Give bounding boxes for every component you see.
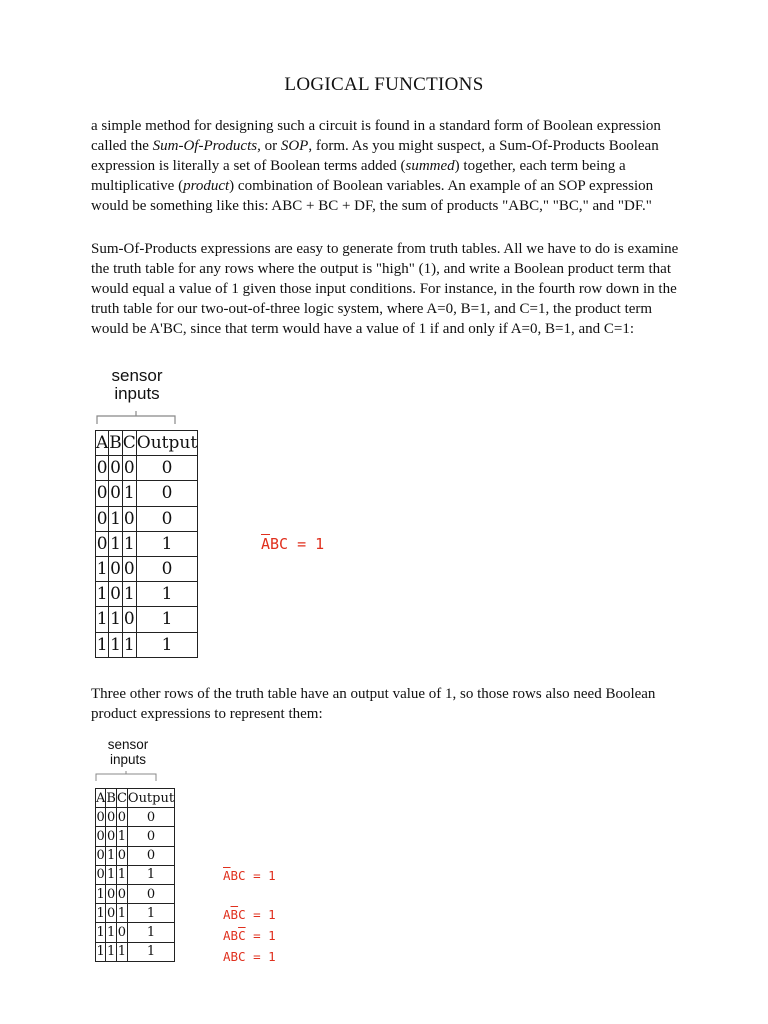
table-row	[96, 884, 175, 903]
table-cell-output: 0	[136, 481, 197, 506]
table-cell-c: 1	[116, 942, 127, 961]
table-cell-b: 1	[106, 846, 117, 865]
emphasized-term: product	[183, 178, 230, 194]
table-cell-a: 1	[96, 904, 106, 923]
table-cell-b: 1	[109, 506, 123, 531]
table-cell-output: 1	[136, 582, 197, 607]
table-cell-b: 0	[109, 582, 123, 607]
negated-variable: $\overline{A}$	[223, 868, 231, 883]
emphasized-term: Sum-Of-Products	[152, 138, 258, 154]
table-cell-output: 1	[127, 865, 174, 884]
table-cell-c: 1	[116, 827, 127, 846]
table-cell-a: 1	[96, 582, 109, 607]
table-cell-c: 0	[122, 556, 136, 581]
table-cell-c: 0	[116, 923, 127, 942]
table-cell-b: 1	[106, 865, 117, 884]
text-run: ) together, each term being a multiplicative (	[91, 158, 626, 194]
column-header-b: B	[109, 431, 123, 456]
equation-text: BC = 1	[230, 868, 276, 883]
sensor-label-line2: inputs	[109, 751, 147, 767]
table-cell-output: 0	[127, 808, 174, 827]
text-run: , form. As you might suspect, a Sum-Of-Products Boolean expression is literally a set of Boolean terms added (	[91, 138, 659, 174]
table-row	[96, 942, 175, 961]
table-cell-a: 0	[96, 808, 106, 827]
table-cell-c: 1	[122, 481, 136, 506]
table-row	[96, 607, 198, 632]
table-cell-b: 1	[109, 531, 123, 556]
text-run: ) combination of Boolean variables. An example of an SOP expression would be something like this: ABC + BC + DF, the sum of products "ABC," "BC," and "DF."	[91, 178, 654, 214]
paragraph-sop-intro	[91, 116, 691, 216]
text-run: a simple method for designing such a circuit is found in a standard form of Boolean expression called the	[91, 118, 661, 154]
table-cell-output: 0	[127, 846, 174, 865]
column-header-a: A	[96, 789, 106, 808]
table-cell-b: 1	[106, 942, 117, 961]
truth-table	[95, 430, 198, 658]
paragraph-truth-table-method: Sum-Of-Products expressions are easy to generate from truth tables. All we have to do is examine the truth table for any rows where the output is "high" (1), and write a Boolean product term that would equal a value of 1 given those input conditions. For instance, in the fourth row down in the truth table for our two-out-of-three logic system, where A=0, B=1, and C=1, the product term would be A'BC, since that term would have a value of 1 if and only if A=0, B=1, and C=1:	[91, 241, 679, 337]
table-cell-a: 0	[96, 456, 109, 481]
equation-text: ABC = 1	[223, 949, 276, 964]
emphasized-term: summed	[405, 158, 455, 174]
product-term-row6	[223, 907, 276, 922]
table-row	[96, 556, 198, 581]
table-cell-b: 0	[109, 556, 123, 581]
sensor-label-line2: inputs	[114, 384, 160, 404]
equation-text: A	[223, 907, 231, 922]
table-cell-output: 1	[127, 904, 174, 923]
negated-variable: $\overline{B}$	[230, 907, 239, 922]
table-row	[96, 531, 198, 556]
table-cell-c: 1	[122, 632, 136, 657]
table-cell-b: 1	[109, 632, 123, 657]
table-header-row	[96, 431, 198, 456]
table-row	[96, 456, 198, 481]
table-cell-a: 0	[96, 846, 106, 865]
sensor-label-line1: sensor	[107, 737, 149, 752]
table-cell-c: 1	[122, 531, 136, 556]
sensor-label-line1: sensor	[111, 366, 163, 385]
table-cell-output: 0	[127, 884, 174, 903]
emphasized-term: SOP	[280, 138, 309, 154]
table-cell-a: 1	[96, 607, 109, 632]
negated-variable: $\overline{C}$	[238, 928, 246, 943]
table-header-row	[96, 789, 175, 808]
product-term-row4	[261, 535, 324, 553]
equation-text: BC = 1	[270, 535, 325, 553]
table-cell-a: 0	[96, 506, 109, 531]
sensor-bracket	[96, 410, 178, 426]
equation-text: C = 1	[238, 907, 276, 922]
table-cell-output: 1	[127, 942, 174, 961]
table-cell-b: 0	[106, 884, 117, 903]
table-row	[96, 506, 198, 531]
product-term-row8	[223, 949, 276, 964]
column-header-b: B	[106, 789, 117, 808]
table-row	[96, 808, 175, 827]
table-cell-a: 0	[96, 827, 106, 846]
sensor-bracket	[95, 770, 159, 782]
table-cell-output: 0	[127, 827, 174, 846]
sensor-inputs-label	[97, 738, 159, 767]
table-cell-a: 1	[96, 556, 109, 581]
table-row	[96, 865, 175, 884]
table-cell-b: 0	[106, 827, 117, 846]
table-cell-a: 1	[96, 942, 106, 961]
table-cell-a: 0	[96, 481, 109, 506]
table-cell-c: 0	[116, 846, 127, 865]
text-run: , or	[257, 138, 281, 154]
table-cell-output: 1	[136, 607, 197, 632]
table-cell-b: 1	[109, 607, 123, 632]
table-cell-output: 0	[136, 556, 197, 581]
truth-table	[95, 788, 175, 962]
table-cell-c: 0	[116, 808, 127, 827]
table-row	[96, 904, 175, 923]
table-cell-output: 0	[136, 456, 197, 481]
table-cell-output: 0	[136, 506, 197, 531]
table-cell-a: 1	[96, 884, 106, 903]
table-cell-c: 0	[122, 506, 136, 531]
table-cell-b: 0	[106, 808, 117, 827]
column-header-output: Output	[127, 789, 174, 808]
table-cell-a: 1	[96, 923, 106, 942]
sensor-inputs-label	[94, 367, 180, 404]
product-term-row7	[223, 928, 276, 943]
table-cell-output: 1	[136, 531, 197, 556]
table-cell-output: 1	[136, 632, 197, 657]
column-header-output: Output	[136, 431, 197, 456]
table-cell-a: 1	[96, 632, 109, 657]
table-cell-b: 0	[106, 904, 117, 923]
table-cell-c: 1	[122, 582, 136, 607]
truth-table-body	[96, 789, 175, 962]
table-cell-b: 1	[106, 923, 117, 942]
table-cell-b: 0	[109, 481, 123, 506]
table-cell-c: 0	[116, 884, 127, 903]
product-term-row4	[223, 868, 276, 883]
table-row	[96, 632, 198, 657]
table-cell-a: 0	[96, 531, 109, 556]
column-header-c: C	[116, 789, 127, 808]
table-cell-c: 1	[116, 865, 127, 884]
negated-variable: $\overline{A}$	[261, 535, 271, 553]
table-row	[96, 582, 198, 607]
equation-text: AB	[223, 928, 239, 943]
table-cell-c: 0	[122, 607, 136, 632]
page-title: LOGICAL FUNCTIONS	[284, 74, 484, 95]
paragraph-other-rows: Three other rows of the truth table have an output value of 1, so those rows also need Boolean product expressions to represent them:	[91, 686, 656, 722]
truth-table-body	[96, 431, 198, 658]
table-row	[96, 846, 175, 865]
table-cell-a: 0	[96, 865, 106, 884]
table-row	[96, 923, 175, 942]
equation-text: = 1	[245, 928, 276, 943]
table-row	[96, 481, 198, 506]
table-cell-c: 1	[116, 904, 127, 923]
table-cell-b: 0	[109, 456, 123, 481]
column-header-a: A	[96, 431, 109, 456]
table-cell-output: 1	[127, 923, 174, 942]
table-row	[96, 827, 175, 846]
table-cell-c: 0	[122, 456, 136, 481]
column-header-c: C	[122, 431, 136, 456]
